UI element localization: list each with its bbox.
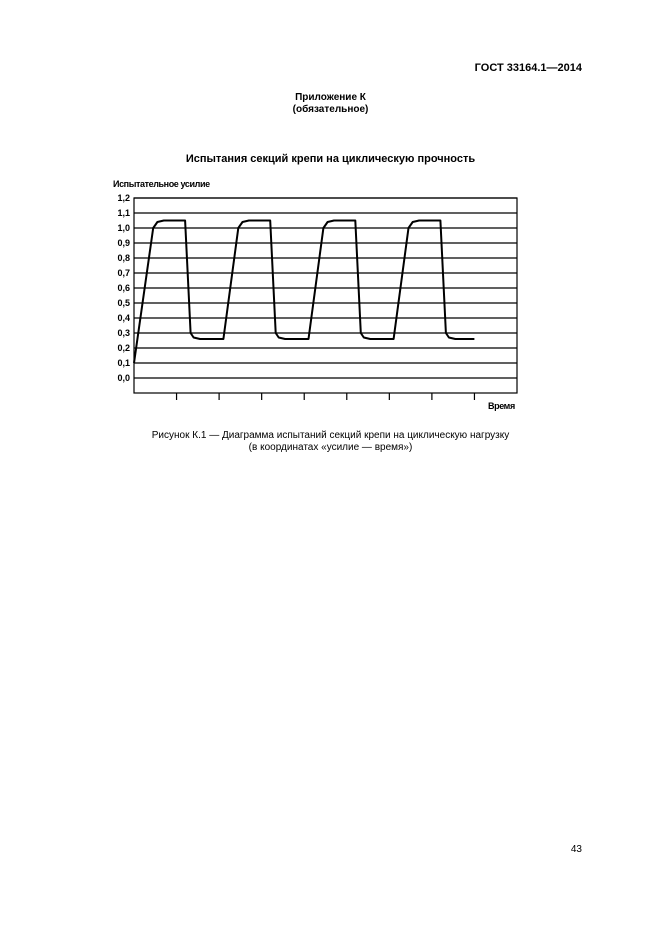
y-tick-label: 0,5 xyxy=(117,298,130,308)
y-tick-label: 0,1 xyxy=(117,358,130,368)
y-tick-label: 0,4 xyxy=(117,313,130,323)
figure-caption-coordinates: (в координатах «усилие — время») xyxy=(248,442,413,453)
y-tick-label: 0,9 xyxy=(117,238,130,248)
cyclic-load-chart xyxy=(105,188,525,408)
x-axis-label: Время xyxy=(488,401,515,411)
page-number: 43 xyxy=(570,844,582,855)
plot-frame xyxy=(134,198,517,393)
y-tick-label: 1,2 xyxy=(117,193,130,203)
annex-title: Приложение К xyxy=(295,92,366,103)
y-tick-label: 0,0 xyxy=(117,373,130,383)
annex-subtitle: (обязательное) xyxy=(292,104,369,115)
y-tick-label: 1,1 xyxy=(117,208,130,218)
y-tick-label: 0,8 xyxy=(117,253,130,263)
y-tick-label: 0,2 xyxy=(117,343,130,353)
y-tick-label: 1,0 xyxy=(117,223,130,233)
y-axis-label: Испытательное усилие xyxy=(113,179,210,189)
figure-caption: Рисунок К.1 — Диаграмма испытаний секций крепи на циклическую нагрузку xyxy=(151,430,510,441)
standard-number: ГОСТ 33164.1—2014 xyxy=(474,62,582,74)
figure-heading: Испытания секций крепи на циклическую прочность xyxy=(185,153,476,165)
y-tick-label: 0,3 xyxy=(117,328,130,338)
load-series-line xyxy=(134,221,474,364)
y-tick-label: 0,7 xyxy=(117,268,130,278)
y-tick-label: 0,6 xyxy=(117,283,130,293)
